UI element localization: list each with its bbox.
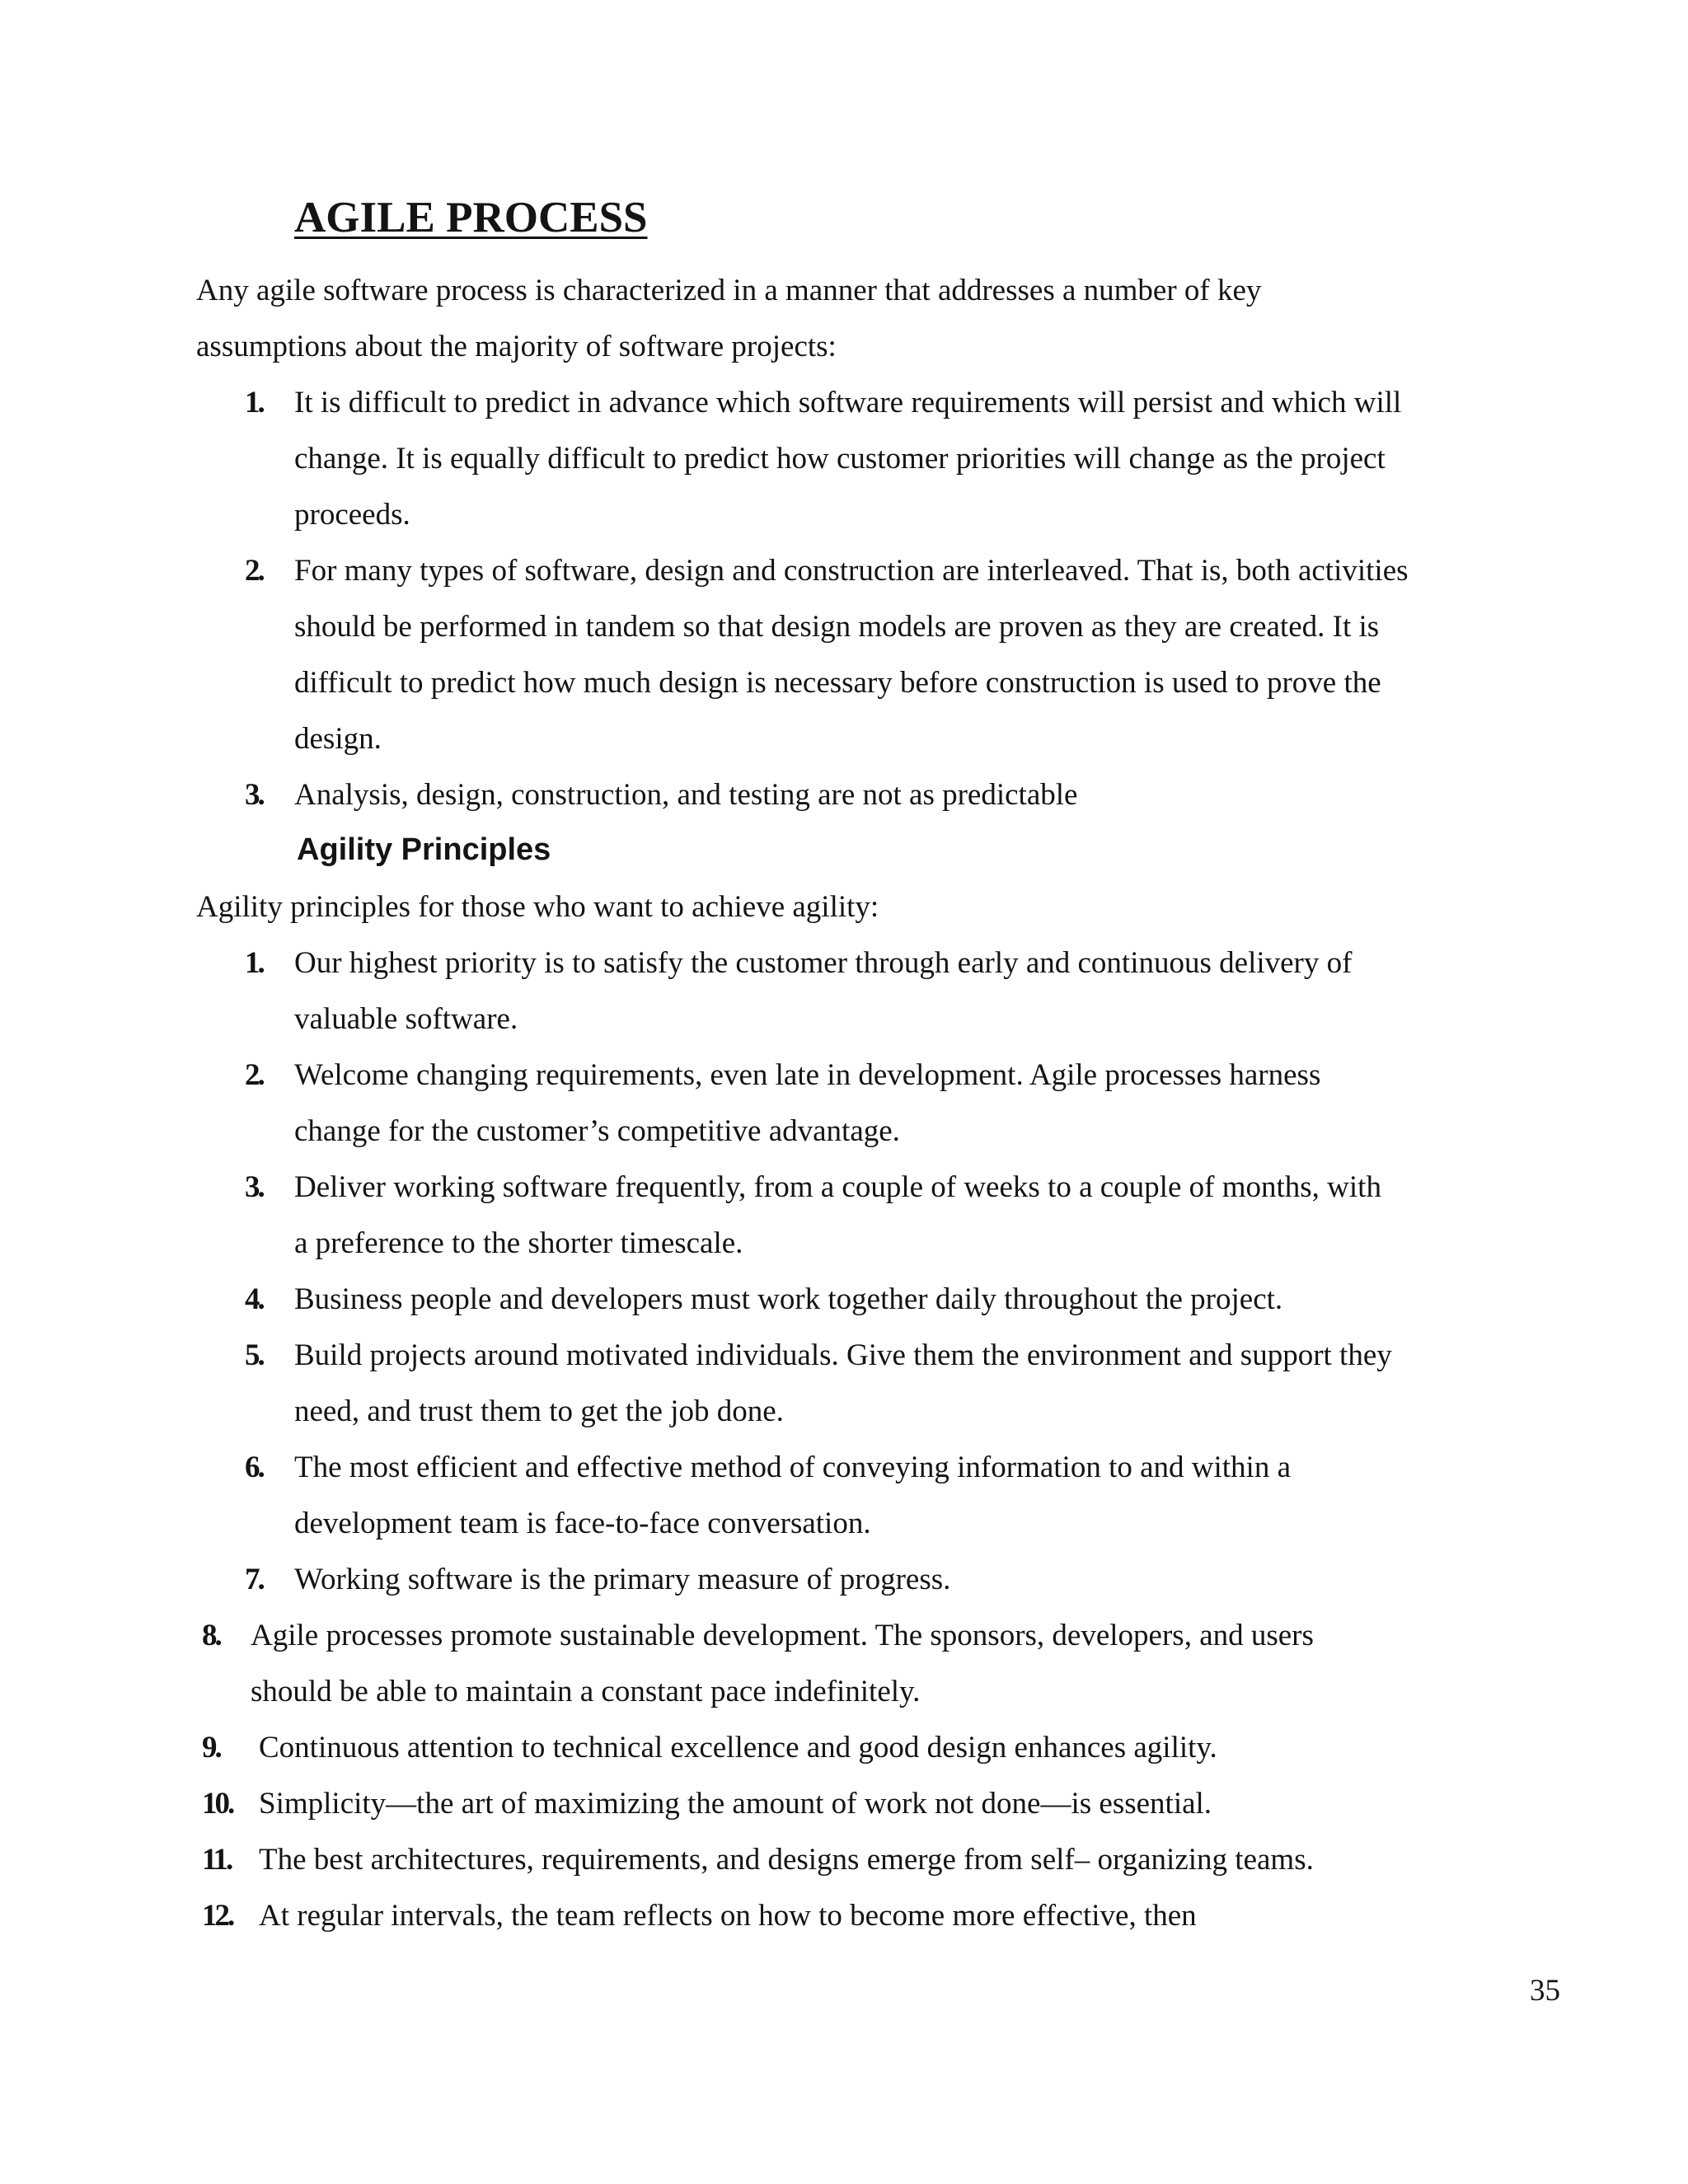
section-heading-agility-principles: Agility Principles <box>297 832 551 867</box>
assumption-text: It is difficult to predict in advance which software requirements will persist and which will <box>294 386 1402 419</box>
principle-number: 1. <box>245 946 263 980</box>
principle-number: 11. <box>202 1843 232 1877</box>
principle-number: 10. <box>202 1787 233 1821</box>
page-number: 35 <box>1530 1974 1560 2008</box>
assumption-text: Analysis, design, construction, and testing are not as predictable <box>294 778 1078 812</box>
principle-text: a preference to the shorter timescale. <box>294 1226 743 1260</box>
principle-text: The most efficient and effective method of conveying information to and within a <box>294 1451 1292 1484</box>
principle-text: Simplicity—the art of maximizing the amount of work not done—is essential. <box>259 1787 1212 1821</box>
principle-text: Deliver working software frequently, from a couple of weeks to a couple of months, with <box>294 1170 1381 1204</box>
assumption-number: 1. <box>245 386 263 419</box>
principle-text: should be able to maintain a constant pace indefinitely. <box>251 1675 921 1708</box>
principle-text: Business people and developers must work together daily throughout the project. <box>294 1282 1283 1316</box>
principle-text: valuable software. <box>294 1002 518 1036</box>
principle-text: change for the customer’s competitive advantage. <box>294 1114 900 1148</box>
assumption-text: should be performed in tandem so that design models are proven as they are created. It is <box>294 610 1380 644</box>
assumption-text: For many types of software, design and construction are interleaved. That is, both activities <box>294 554 1409 588</box>
principle-number: 3. <box>245 1170 263 1204</box>
principle-text: need, and trust them to get the job done. <box>294 1394 784 1428</box>
principle-number: 12. <box>202 1899 233 1933</box>
principle-text: Agile processes promote sustainable development. The sponsors, developers, and users <box>251 1619 1314 1652</box>
principle-number: 7. <box>245 1563 263 1596</box>
intro-line-1: Any agile software process is characterized in a manner that addresses a number of key <box>196 274 1262 307</box>
assumption-number: 3. <box>245 778 263 812</box>
principle-text: development team is face-to-face conversation. <box>294 1507 871 1540</box>
assumption-text: design. <box>294 722 382 756</box>
principle-number: 5. <box>245 1338 263 1372</box>
principle-text: The best architectures, requirements, and designs emerge from self– organizing teams. <box>259 1843 1314 1877</box>
principle-text: Build projects around motivated individuals. Give them the environment and support they <box>294 1338 1392 1372</box>
principle-text: Welcome changing requirements, even late in development. Agile processes harness <box>294 1058 1321 1092</box>
assumption-text: difficult to predict how much design is necessary before construction is used to prove the <box>294 666 1381 700</box>
principle-number: 2. <box>245 1058 263 1092</box>
page-title: AGILE PROCESS <box>294 194 648 241</box>
principle-text: Working software is the primary measure of progress. <box>294 1563 951 1596</box>
principle-text: At regular intervals, the team reflects on how to become more effective, then <box>259 1899 1197 1933</box>
assumption-text: proceeds. <box>294 498 410 532</box>
assumption-text: change. It is equally difficult to predict how customer priorities will change as the project <box>294 442 1386 476</box>
principle-number: 4. <box>245 1282 263 1316</box>
principles-intro: Agility principles for those who want to achieve agility: <box>196 890 879 924</box>
assumption-number: 2. <box>245 554 263 588</box>
intro-line-2: assumptions about the majority of software projects: <box>196 330 837 363</box>
principle-text: Continuous attention to technical excellence and good design enhances agility. <box>259 1731 1217 1765</box>
principle-number: 9. <box>202 1731 220 1765</box>
principle-number: 8. <box>202 1619 220 1652</box>
principle-text: Our highest priority is to satisfy the customer through early and continuous delivery of <box>294 946 1353 980</box>
principle-number: 6. <box>245 1451 263 1484</box>
